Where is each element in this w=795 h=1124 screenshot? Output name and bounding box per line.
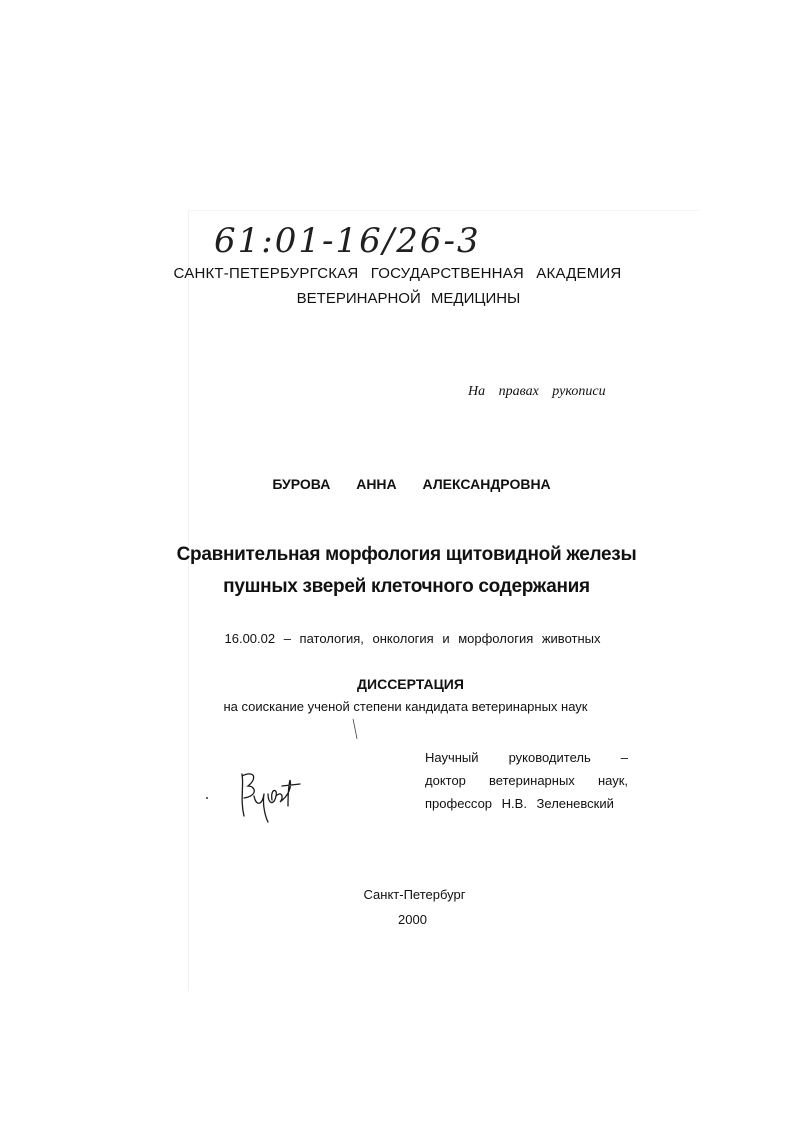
degree-line: на соискание ученой степени кандидата ветеринарных наук xyxy=(223,699,588,714)
supervisor-line-1 xyxy=(425,750,628,765)
specialty-code: 16.00.02 – патология, онкология и морфология животных xyxy=(224,631,601,646)
archive-code-text: 61:01-16/26-3 xyxy=(214,221,481,261)
stray-dot xyxy=(206,797,208,799)
document-type: ДИССЕРТАЦИЯ xyxy=(357,676,464,692)
thesis-title-line-1: Сравнительная морфология щитовидной железы xyxy=(176,544,637,565)
pen-mark xyxy=(352,718,358,740)
supervisor-word: Научный xyxy=(425,750,479,765)
supervisor-word: руководитель xyxy=(508,750,591,765)
supervisor-word: наук, xyxy=(597,773,628,788)
manuscript-rights-note: На правах рукописи xyxy=(468,384,606,399)
city: Санкт-Петербург xyxy=(363,887,466,902)
supervisor-line-3: профессор Н.В. Зеленевский xyxy=(425,796,614,811)
institution-line-2: ВЕТЕРИНАРНОЙ МЕДИЦИНЫ xyxy=(296,290,521,307)
thesis-title-line-2: пушных зверей клеточного содержания xyxy=(223,576,590,597)
author-signature xyxy=(232,766,312,824)
supervisor-line-2 xyxy=(425,773,628,788)
archive-code-handwritten xyxy=(212,218,502,262)
supervisor-word: ветеринарных xyxy=(489,773,575,788)
year: 2000 xyxy=(398,912,427,927)
author-name: БУРОВА АННА АЛЕКСАНДРОВНА xyxy=(272,476,551,492)
supervisor-word: – xyxy=(620,750,628,765)
scan-edge xyxy=(188,210,699,991)
supervisor-word: доктор xyxy=(425,773,466,788)
institution-line-1: САНКТ-ПЕТЕРБУРГСКАЯ ГОСУДАРСТВЕННАЯ АКАДЕМИЯ xyxy=(173,265,622,282)
